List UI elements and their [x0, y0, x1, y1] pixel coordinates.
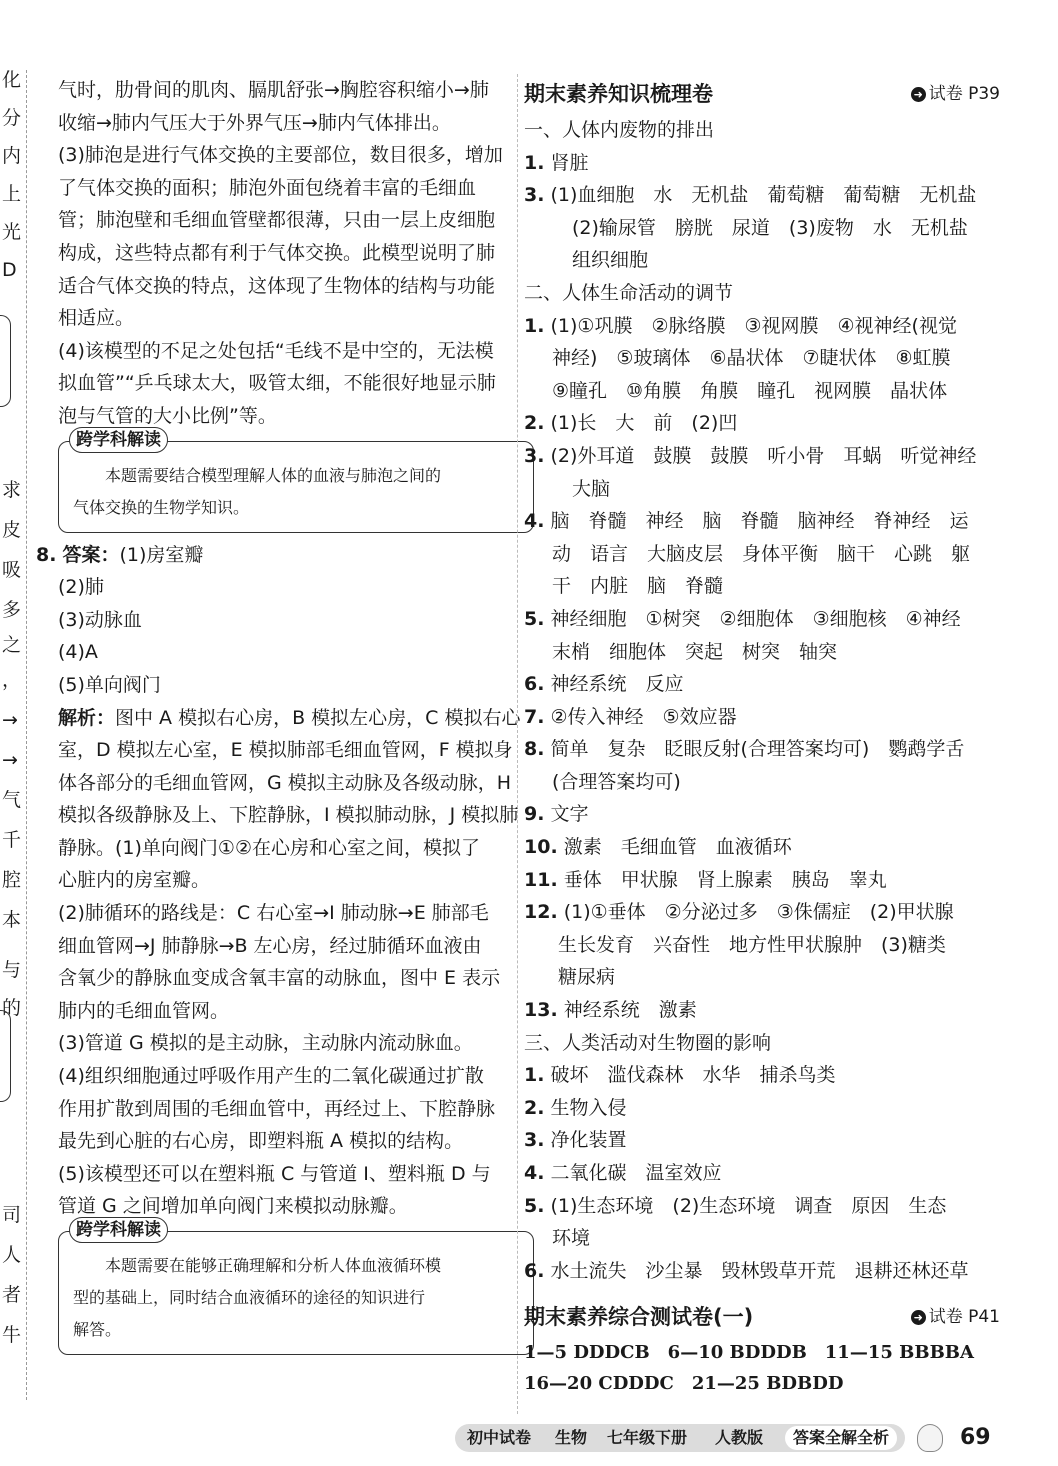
question-number: 4. [524, 510, 545, 533]
analysis-line: (5)该模型还可以在塑料瓶 C 与管道 I、塑料瓶 D 与 [58, 1162, 491, 1185]
question-number: 6. [524, 673, 545, 696]
box-text-line: 型的基础上，同时结合血液循环的途径的知识进行 [73, 1288, 426, 1307]
answer-text: 激素 毛细血管 血液循环 [563, 836, 792, 859]
answer-line [524, 1059, 1010, 1092]
strip-char: 司 [2, 1204, 22, 1226]
cross-discipline-box-1 [58, 429, 534, 533]
box-tag: 跨学科解读 [69, 1217, 168, 1243]
section-title-text: 期末素养知识梳理卷 [524, 82, 713, 106]
footer-item: 七年级下册 [607, 1428, 688, 1447]
text-line: 构成，这些特点都有利于气体交换。此模型说明了肺 [58, 241, 496, 264]
question-number: 1. [524, 151, 545, 174]
answer-line [524, 798, 1010, 831]
analysis-line: 室，D 模拟左心室，E 模拟肺部毛细血管网，F 模拟身 [58, 739, 513, 762]
question-number: 10. [524, 836, 558, 859]
strip-char: 之 [2, 634, 22, 656]
answer-line [524, 505, 1010, 538]
answer-text: 神经) ⑤玻璃体 ⑥晶状体 ⑦睫状体 ⑧虹膜 [552, 347, 951, 370]
subsection-heading [524, 114, 1010, 147]
answer-text: 生长发育 兴奋性 地方性甲状腺肿 (3)糖类 [558, 933, 946, 956]
footer-badge: 答案全解全析 [785, 1426, 897, 1450]
answer-text: (1)①垂体 ②分泌过多 ③侏儒症 (2)甲状腺 [563, 901, 954, 924]
question-number: 6. [524, 1259, 545, 1282]
strip-char: 者 [2, 1284, 22, 1306]
answer-text: 干 内脏 脑 脊髓 [552, 575, 724, 598]
strip-char: → [2, 709, 18, 731]
question-number: 2. [524, 412, 545, 435]
answer-text: 神经细胞 ①树突 ②细胞体 ③细胞核 ④神经 [550, 607, 961, 630]
strip-char: 吸 [2, 559, 22, 581]
question-number: 5. [524, 1194, 545, 1217]
answer-line [524, 701, 1010, 734]
strip-char: 人 [2, 1244, 22, 1266]
analysis-line: (4)组织细胞通过呼吸作用产生的二氧化碳通过扩散 [58, 1065, 484, 1088]
answer-text: (1)长 大 前 (2)凹 [550, 412, 738, 435]
answer-line [524, 766, 1010, 799]
answer-line [524, 668, 1010, 701]
question-number: 3. [524, 184, 545, 207]
cross-discipline-box-2 [58, 1220, 534, 1355]
answer-text: 环境 [552, 1227, 591, 1250]
footer-item: 初中试卷 [467, 1428, 532, 1447]
analysis-text: 图中 A 模拟右心房，B 模拟左心房，C 模拟右心 [115, 706, 521, 729]
section-title [524, 1297, 1010, 1337]
q8-answer-line [36, 539, 512, 572]
answer-line [524, 929, 1010, 962]
answer-line [524, 636, 1010, 669]
answer-line [524, 1255, 1010, 1288]
page-number: 69 [960, 1425, 991, 1450]
answer-text: 生物入侵 [550, 1096, 627, 1119]
strip-char: 光 [2, 221, 22, 243]
answer-line [524, 538, 1010, 571]
answer-text: 肾脏 [550, 151, 589, 174]
answer-line [524, 603, 1010, 636]
analysis-line: 管道 G 之间增加单向阀门来模拟动脉瓣。 [58, 1195, 408, 1218]
answer-line [524, 147, 1010, 180]
analysis-line: 含氧少的静脉血变成含氧丰富的动脉血，图中 E 表示 [58, 967, 501, 990]
question-number: 8. [36, 543, 57, 566]
left-column [36, 74, 521, 1361]
section-title-text: 期末素养综合测试卷(一) [524, 1305, 754, 1330]
answer-text: 简单 复杂 眨眼反射(合理答案均可) 鹦鹉学舌 [550, 738, 965, 761]
box-text-line: 气体交换的生物学知识。 [73, 497, 250, 517]
answer-line [524, 733, 1010, 766]
answer-text: 动 语言 大脑皮层 身体平衡 脑干 心跳 躯 [552, 542, 971, 565]
analysis-line: 体各部分的毛细血管网，G 模拟主动脉及各级动脉，H [58, 771, 512, 794]
box-tag: 跨学科解读 [69, 427, 168, 453]
analysis-line: 最先到心脏的右心房，即塑料瓶 A 模拟的结构。 [58, 1130, 464, 1153]
answer-line [524, 961, 1010, 994]
strip-char: 与 [2, 959, 22, 981]
answer-key-line: 1—5 DDDCB 6—10 BDDDB 11—15 BBBBA [524, 1342, 974, 1364]
paper-reference [911, 74, 1000, 114]
answer-text: (2)输尿管 膀胱 尿道 (3)废物 水 无机盐 [572, 216, 968, 239]
answer-label: 答案： [62, 543, 120, 566]
answer-item: (5)单向阀门 [58, 673, 161, 696]
answer-item: (4)A [58, 641, 98, 664]
strip-char: 化 [2, 69, 22, 91]
right-column [524, 74, 1010, 1399]
answer-line [524, 473, 1010, 506]
answer-line [524, 407, 1010, 440]
analysis-label: 解析： [58, 706, 116, 729]
analysis-line [36, 702, 521, 735]
answer-line [524, 896, 1010, 929]
answer-line [524, 1222, 1010, 1255]
question-number: 3. [524, 444, 545, 467]
answer-text: 文字 [550, 803, 589, 826]
question-number: 3. [524, 1129, 545, 1152]
answer-line [524, 1157, 1010, 1190]
strip-bracket [0, 1010, 11, 1102]
answer-line [524, 1124, 1010, 1157]
answer-line [524, 212, 1010, 245]
analysis-line: 作用扩散到周围的毛细血管中，再经过上、下腔静脉 [58, 1097, 496, 1120]
text-line: 拟血管”“乒乓球太大，吸管太细，不能很好地显示肺 [58, 372, 496, 395]
strip-char: 上 [2, 183, 22, 205]
question-number: 11. [524, 868, 558, 891]
answer-text: ⑨瞳孔 ⑩角膜 角膜 瞳孔 视网膜 晶状体 [552, 379, 948, 402]
answer-text: 大脑 [572, 477, 611, 500]
strip-char: → [2, 749, 18, 771]
answer-line [524, 570, 1010, 603]
paper-reference-text: 试卷 P41 [928, 1307, 1000, 1328]
left-cut-line [26, 70, 27, 1400]
strip-char: 气 [2, 789, 22, 811]
analysis-line: 肺内的毛细血管网。 [58, 999, 230, 1022]
question-number: 1. [524, 314, 545, 337]
paper-reference [911, 1297, 1000, 1337]
question-number: 8. [524, 738, 545, 761]
analysis-line: 模拟各级静脉及上、下腔静脉，I 模拟肺动脉，J 模拟肺 [58, 804, 519, 827]
text-line: 了气体交换的面积；肺泡外面包绕着丰富的毛细血 [58, 176, 477, 199]
text-line: 气时，肋骨间的肌肉、膈肌舒张→胸腔容积缩小→肺 [58, 79, 489, 101]
strip-char: 皮 [2, 519, 22, 541]
answer-line [524, 831, 1010, 864]
section-title [524, 74, 1010, 114]
text-line: (3)肺泡是进行气体交换的主要部位，数目很多，增加 [58, 144, 503, 167]
strip-char: 内 [2, 145, 22, 167]
question-number: 4. [524, 1162, 545, 1184]
strip-char: 本 [2, 909, 22, 931]
answer-line [524, 375, 1010, 408]
question-number: 13. [524, 999, 558, 1022]
text-line: 适合气体交换的特点，这体现了生物体的结构与功能 [58, 274, 496, 297]
question-number: 12. [524, 901, 558, 924]
answer-text: (1)生态环境 (2)生态环境 调查 原因 生态 [550, 1194, 947, 1217]
analysis-line: 心脏内的房室瓣。 [58, 869, 211, 892]
answer-text: 神经系统 反应 [550, 673, 684, 696]
answer-text: (1)①巩膜 ②脉络膜 ③视网膜 ④视神经(视觉 [550, 314, 957, 337]
answer-item: (2)肺 [58, 576, 104, 599]
strip-char: 的 [2, 997, 22, 1019]
subsection-heading [524, 277, 1010, 310]
answer-text: 末梢 细胞体 突起 树突 轴突 [552, 640, 838, 663]
answer-text: 垂体 甲状腺 肾上腺素 胰岛 睾丸 [563, 868, 887, 891]
answer-text: (1)房室瓣 [119, 543, 204, 566]
answer-line [524, 179, 1010, 212]
strip-char: 求 [2, 479, 22, 501]
answer-line [524, 342, 1010, 375]
answer-line [524, 244, 1010, 277]
analysis-line: (2)肺循环的路线是：C 右心室→I 肺动脉→E 肺部毛 [58, 902, 489, 925]
box-text-line: 本题需要结合模型理解人体的血液与肺泡之间的 [73, 465, 442, 485]
text-line: 管；肺泡壁和毛细血管壁都很薄，只由一层上皮细胞 [58, 209, 496, 232]
footer-item: 人教版 [715, 1428, 764, 1447]
subsection-heading [524, 1027, 1010, 1060]
answer-text: 二氧化碳 温室效应 [550, 1162, 722, 1184]
footer [455, 1424, 995, 1454]
text-line: 收缩→肺内气压大于外界气压→肺内气体排出。 [58, 111, 451, 134]
answer-item: (3)动脉血 [58, 608, 142, 631]
answer-line [524, 994, 1010, 1027]
analysis-line: (3)管道 G 模拟的是主动脉，主动脉内流动脉血。 [58, 1032, 473, 1055]
answer-text: ②传入神经 ⑤效应器 [550, 705, 737, 728]
question-number: 5. [524, 607, 545, 630]
strip-char: 腔 [2, 869, 22, 891]
answer-text: (1)血细胞 水 无机盐 葡萄糖 葡萄糖 无机盐 [550, 184, 977, 207]
answer-text: 破坏 滥伐森林 水华 捕杀鸟类 [550, 1064, 836, 1087]
answer-text: 脑 脊髓 神经 脑 脊髓 脑神经 脊神经 运 [550, 510, 969, 533]
answer-key-line: 16—20 CDDDC 21—25 BDBDD [524, 1373, 844, 1395]
box-text-line: 解答。 [73, 1320, 122, 1339]
answer-text: 二、人体生命活动的调节 [524, 281, 734, 304]
answer-text: 神经系统 激素 [563, 999, 697, 1022]
mascot-icon [917, 1424, 943, 1452]
answer-text: (合理答案均可) [552, 770, 681, 793]
strip-char: 千 [2, 829, 22, 851]
paper-reference-text: 试卷 P39 [928, 84, 1000, 104]
answer-text: 组织细胞 [572, 249, 649, 272]
answer-text: 一、人体内废物的排出 [524, 119, 715, 141]
strip-char: 多 [2, 599, 22, 621]
answer-text: 三、人类活动对生物圈的影响 [524, 1031, 772, 1054]
question-number: 1. [524, 1064, 545, 1087]
answer-text: 净化装置 [550, 1129, 627, 1152]
answer-text: (2)外耳道 鼓膜 鼓膜 听小骨 耳蜗 听觉神经 [550, 444, 977, 467]
text-line: 相适应。 [58, 307, 135, 330]
answer-line [524, 1092, 1010, 1125]
answer-text: 水土流失 沙尘暴 毁林毁草开荒 退耕还林还草 [550, 1259, 969, 1282]
answer-line [524, 1190, 1010, 1223]
strip-char: D [2, 259, 17, 281]
box-text-line: 本题需要在能够正确理解和分析人体血液循环模 [73, 1256, 442, 1275]
analysis-line: 细血管网→J 肺静脉→B 左心房，经过肺循环血液由 [58, 934, 482, 957]
answer-text: 糖尿病 [558, 966, 616, 989]
analysis-line: 静脉。(1)单向阀门①②在心房和心室之间，模拟了 [58, 836, 480, 859]
arrow-right-icon: ➜ [911, 1310, 926, 1325]
question-number: 7. [524, 705, 545, 728]
question-number: 2. [524, 1096, 545, 1119]
arrow-right-icon: ➜ [911, 87, 926, 102]
strip-bracket [0, 315, 11, 407]
question-number: 9. [524, 803, 545, 826]
answer-line [524, 864, 1010, 897]
answer-line [524, 440, 1010, 473]
answer-line [524, 310, 1010, 343]
footer-item: 生物 [555, 1428, 588, 1447]
text-line: 泡与气管的大小比例”等。 [58, 404, 277, 427]
left-margin-strip [0, 70, 22, 1400]
text-line: (4)该模型的不足之处包括“毛线不是中空的，无法模 [58, 339, 494, 362]
strip-char: 分 [2, 107, 22, 129]
column-divider [517, 74, 518, 1414]
strip-char: ， [2, 669, 22, 691]
strip-char: 牛 [2, 1324, 22, 1346]
